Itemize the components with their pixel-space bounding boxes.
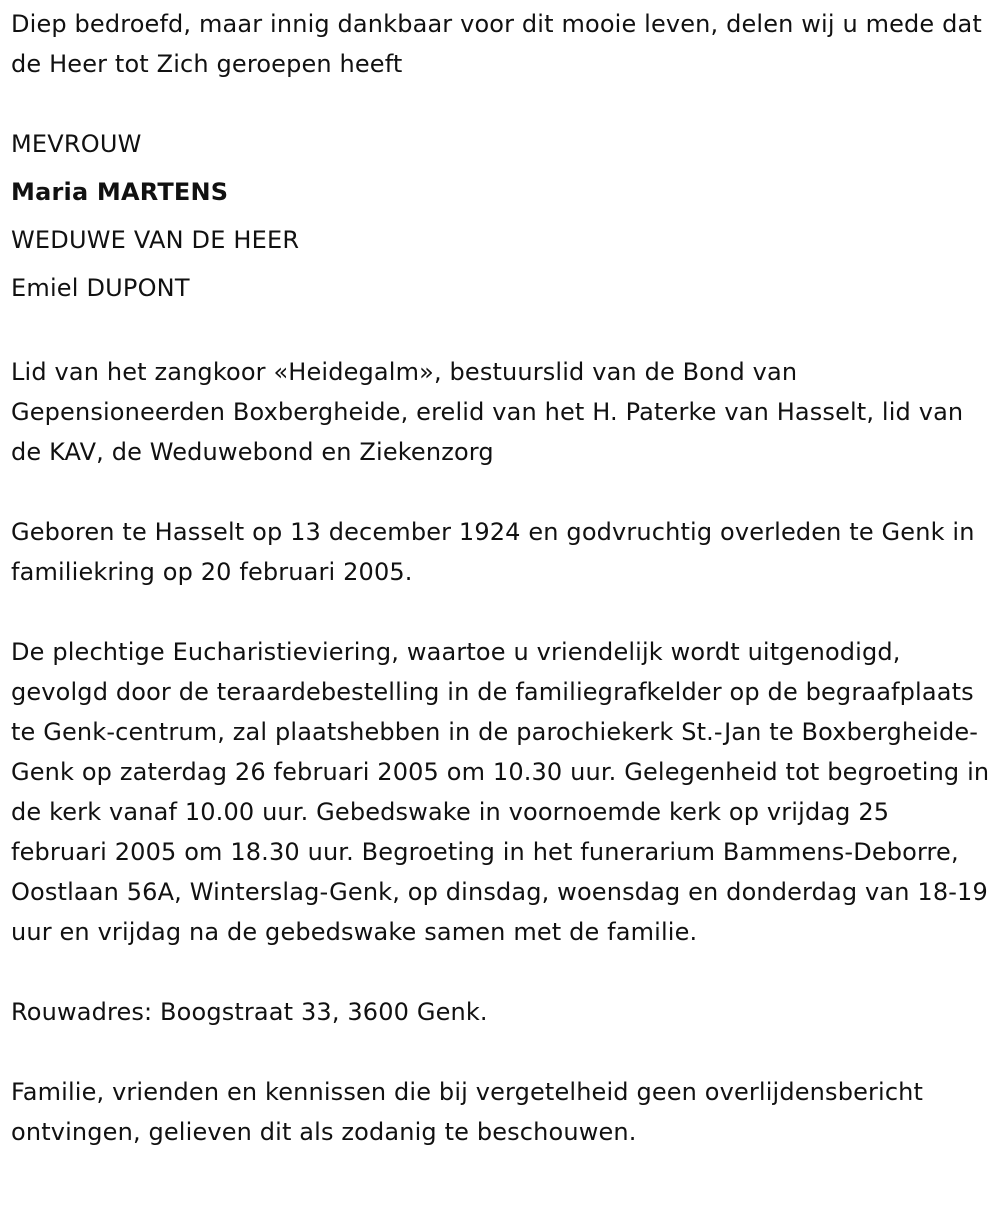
spacer	[11, 1032, 990, 1072]
widow-line: WEDUWE VAN DE HEER	[11, 226, 300, 254]
deceased-name: Maria MARTENS	[11, 178, 229, 206]
mourning-address: Rouwadres: Boogstraat 33, 3600 Genk.	[11, 998, 488, 1026]
honorific: MEVROUW	[11, 130, 142, 158]
deceased-block	[11, 120, 990, 312]
spacer	[11, 312, 990, 352]
ceremony-text: De plechtige Eucharistieviering, waartoe u vriendelijk wordt uitgenodigd, gevolgd door de teraardebestelling in de familiegrafkelder op de begraafplaats te Genk-centrum, zal plaatshebben in de parochiekerk St.-Jan te Boxbergheide-Genk op zaterdag 26 februari 2005 om 10.30 uur. Gelegenheid tot begroeting in de kerk vanaf 10.00 uur. Gebedswake in voornoemde kerk op vrijdag 25 februari 2005 om 18.30 uur. Begroeting in het funerarium Bammens-Deborre, Oostlaan 56A, Winterslag-Genk, op dinsdag, woensdag en donderdag van 18-19 uur en vrijdag na de gebedswake samen met de familie.	[11, 638, 990, 946]
memberships-text: Lid van het zangkoor «Heidegalm», bestuurslid van de Bond van Gepensioneerden Boxbergheide, erelid van het H. Paterke van Hasselt, lid van de KAV, de Weduwebond en Ziekenzorg	[11, 358, 964, 466]
spacer	[11, 84, 990, 124]
birth-death-text: Geboren te Hasselt op 13 december 1924 en godvruchtig overleden te Genk in familiekring op 20 februari 2005.	[11, 518, 975, 586]
spacer	[11, 472, 990, 512]
intro-text: Diep bedroefd, maar innig dankbaar voor dit mooie leven, delen wij u mede dat de Heer tot Zich geroepen heeft	[11, 10, 982, 78]
spacer	[11, 592, 990, 632]
closing-text: Familie, vrienden en kennissen die bij vergetelheid geen overlijdensbericht ontvingen, gelieven dit als zodanig te beschouwen.	[11, 1078, 924, 1146]
spouse-name: Emiel DUPONT	[11, 274, 190, 302]
spacer	[11, 952, 990, 992]
